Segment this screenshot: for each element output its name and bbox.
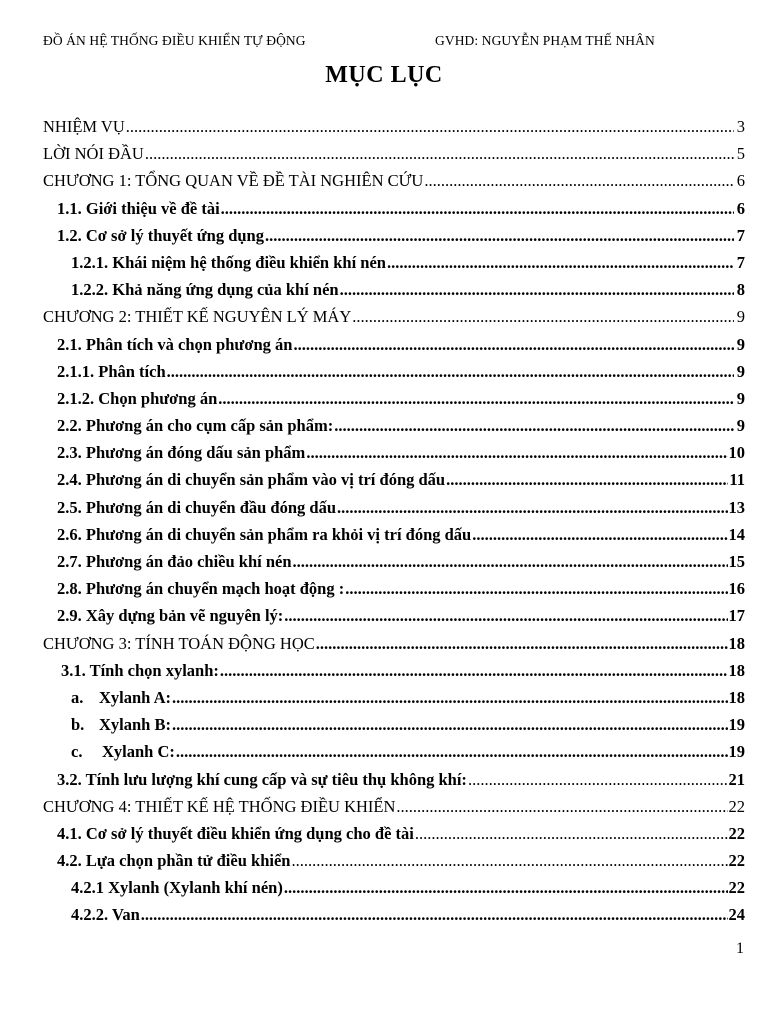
toc-entry-label: CHƯƠNG 4: THIẾT KẾ HỆ THỐNG ĐIỀU KHIỂN <box>43 796 396 816</box>
toc-entry-label: Xylanh A: <box>99 687 171 707</box>
toc-leader-dots <box>446 466 728 493</box>
toc-entry-page: 6 <box>736 171 745 191</box>
toc-entry-page: 18 <box>728 687 745 707</box>
toc-leader-dots <box>221 195 734 222</box>
toc-entry-page: 13 <box>728 497 745 517</box>
header-instructor: GVHD: NGUYỄN PHẠM THẾ NHÂN <box>435 33 655 48</box>
toc-entry-label: 4.2.1 Xylanh (Xylanh khí nén) <box>71 878 283 898</box>
toc-entry-page: 11 <box>729 470 745 490</box>
toc-entry-label: 2.7. Phương án đảo chiều khí nén <box>57 552 292 571</box>
toc-entry-page: 8 <box>736 280 745 300</box>
toc-entry[interactable] <box>43 548 745 575</box>
toc-entry[interactable] <box>43 113 745 140</box>
toc-leader-dots <box>415 820 728 847</box>
toc-entry-page: 19 <box>728 715 745 735</box>
toc-entry-page: 18 <box>728 660 745 680</box>
toc-leader-dots <box>472 521 727 548</box>
toc-leader-dots <box>387 249 734 276</box>
toc-entry-label: Xylanh C: <box>102 742 175 762</box>
toc-entry[interactable] <box>43 657 745 684</box>
toc-entry[interactable] <box>43 901 745 928</box>
toc-leader-dots <box>265 222 734 249</box>
table-of-contents <box>43 113 745 929</box>
page-title: MỤC LỤC <box>325 62 443 88</box>
toc-entry[interactable] <box>43 847 745 874</box>
toc-leader-dots <box>284 602 727 629</box>
toc-entry-label: 1.1. Giới thiệu về đề tài <box>57 198 220 218</box>
toc-entry[interactable] <box>43 466 745 493</box>
toc-entry-label: NHIỆM VỤ <box>43 117 125 136</box>
toc-entry-label: CHƯƠNG 3: TÍNH TOÁN ĐỘNG HỌC <box>43 633 315 653</box>
toc-entry-label: 4.1. Cơ sở lý thuyết điều khiển ứng dụng cho đề tài <box>57 823 414 843</box>
toc-entry-page: 15 <box>728 552 745 571</box>
toc-entry[interactable] <box>43 140 745 167</box>
toc-entry[interactable] <box>43 222 745 249</box>
toc-entry[interactable] <box>43 630 745 657</box>
toc-entry[interactable] <box>43 793 745 820</box>
toc-entry-label: 2.1.2. Chọn phương án <box>57 388 218 408</box>
toc-leader-dots <box>167 358 734 385</box>
toc-entry-label: 3.2. Tính lưu lượng khí cung cấp và sự tiêu thụ không khí: <box>57 769 467 789</box>
toc-entry[interactable] <box>43 303 745 330</box>
toc-leader-dots <box>172 684 728 711</box>
toc-entry-page: 5 <box>736 144 745 164</box>
toc-leader-dots <box>306 439 727 466</box>
toc-entry[interactable] <box>43 684 745 711</box>
toc-leader-dots <box>337 494 727 521</box>
toc-entry[interactable] <box>43 276 745 303</box>
toc-entry[interactable] <box>43 820 745 847</box>
toc-entry-page: 22 <box>728 796 745 816</box>
toc-leader-dots <box>291 847 727 874</box>
toc-entry[interactable] <box>43 385 745 412</box>
toc-leader-dots <box>345 575 727 602</box>
toc-entry[interactable] <box>43 358 745 385</box>
toc-entry-page: 18 <box>728 633 745 653</box>
toc-entry-label: 2.3. Phương án đóng dấu sản phẩm <box>57 443 306 463</box>
toc-entry-label: 1.2.1. Khái niệm hệ thống điều khiển khí nén <box>71 252 386 272</box>
toc-entry-page: 7 <box>736 225 745 245</box>
toc-entry[interactable] <box>43 575 745 602</box>
page-number: 1 <box>736 940 744 957</box>
page-header <box>43 33 733 51</box>
toc-leader-dots <box>334 412 734 439</box>
toc-leader-dots <box>172 711 728 738</box>
toc-entry[interactable] <box>43 874 745 901</box>
toc-entry-label: CHƯƠNG 1: TỔNG QUAN VỀ ĐỀ TÀI NGHIÊN CỨU <box>43 171 424 191</box>
toc-entry-label: 2.1. Phân tích và chọn phương án <box>57 334 293 354</box>
toc-entry[interactable] <box>43 766 745 793</box>
toc-entry-label: Xylanh B: <box>99 715 171 735</box>
toc-leader-dots <box>145 140 734 167</box>
toc-entry-page: 14 <box>728 524 745 544</box>
toc-entry[interactable] <box>43 738 745 765</box>
toc-entry-label: LỜI NÓI ĐẦU <box>43 144 144 164</box>
toc-entry-page: 19 <box>728 742 745 762</box>
toc-entry-page: 17 <box>728 606 745 626</box>
toc-entry[interactable] <box>43 602 745 629</box>
toc-entry-marker: c. <box>71 742 83 762</box>
toc-entry-page: 7 <box>736 252 745 272</box>
toc-entry-page: 21 <box>728 769 745 789</box>
toc-entry[interactable] <box>43 412 745 439</box>
toc-entry-marker: b. <box>71 715 85 735</box>
toc-entry-page: 9 <box>736 416 745 436</box>
toc-entry[interactable] <box>43 167 745 194</box>
toc-entry-label: 2.9. Xây dựng bản vẽ nguyên lý: <box>57 606 284 626</box>
toc-entry-label: CHƯƠNG 2: THIẾT KẾ NGUYÊN LÝ MÁY <box>43 307 352 327</box>
toc-leader-dots <box>126 113 734 140</box>
toc-leader-dots <box>316 630 728 657</box>
toc-leader-dots <box>141 901 728 928</box>
toc-leader-dots <box>220 657 728 684</box>
toc-entry-label: 2.1.1. Phân tích <box>57 361 166 381</box>
toc-entry[interactable] <box>43 439 745 466</box>
toc-entry-page: 9 <box>736 388 745 408</box>
toc-entry-label: 2.8. Phương án chuyển mạch hoạt động : <box>57 579 345 599</box>
header-project-title: ĐỒ ÁN HỆ THỐNG ĐIỀU KHIỂN TỰ ĐỘNG <box>43 33 306 48</box>
toc-entry[interactable] <box>43 331 745 358</box>
toc-entry[interactable] <box>43 521 745 548</box>
toc-entry-page: 24 <box>728 905 745 925</box>
toc-entry-page: 16 <box>728 579 745 599</box>
toc-entry-page: 9 <box>736 307 745 327</box>
toc-entry[interactable] <box>43 711 745 738</box>
toc-entry-page: 6 <box>736 198 745 218</box>
toc-entry-page: 22 <box>728 823 745 843</box>
toc-leader-dots <box>468 766 728 793</box>
toc-entry-page: 10 <box>728 443 745 463</box>
toc-entry-label: 2.6. Phương án di chuyển sản phẩm ra khỏi vị trí đóng dấu <box>57 524 472 544</box>
toc-leader-dots <box>424 167 734 194</box>
toc-entry-label: 2.4. Phương án di chuyển sản phẩm vào vị trí đóng dấu <box>57 470 446 490</box>
toc-entry-label: 2.5. Phương án di chuyển đầu đóng dấu <box>57 497 337 517</box>
toc-leader-dots <box>176 738 728 765</box>
toc-entry-page: 9 <box>736 361 745 381</box>
toc-leader-dots <box>352 303 734 330</box>
toc-entry[interactable] <box>43 195 745 222</box>
toc-entry-label: 4.2. Lựa chọn phần tử điều khiển <box>57 851 291 871</box>
toc-leader-dots <box>284 874 728 901</box>
toc-entry-page: 9 <box>736 334 745 354</box>
toc-leader-dots <box>396 793 727 820</box>
toc-entry-page: 22 <box>728 878 745 898</box>
toc-leader-dots <box>218 385 734 412</box>
toc-entry-label: 3.1. Tính chọn xylanh: <box>61 660 219 680</box>
toc-entry-marker: a. <box>71 687 84 707</box>
toc-entry[interactable] <box>43 494 745 521</box>
toc-entry-label: 4.2.2. Van <box>71 905 140 925</box>
toc-leader-dots <box>293 548 728 575</box>
toc-entry-label: 1.2.2. Khả năng ứng dụng của khí nén <box>71 280 339 300</box>
toc-leader-dots <box>340 276 734 303</box>
toc-entry-label: 1.2. Cơ sở lý thuyết ứng dụng <box>57 225 264 245</box>
toc-leader-dots <box>293 331 734 358</box>
toc-entry-page: 22 <box>728 851 745 871</box>
toc-entry-page: 3 <box>736 117 745 136</box>
toc-entry[interactable] <box>43 249 745 276</box>
toc-entry-label: 2.2. Phương án cho cụm cấp sản phẩm: <box>57 416 334 436</box>
